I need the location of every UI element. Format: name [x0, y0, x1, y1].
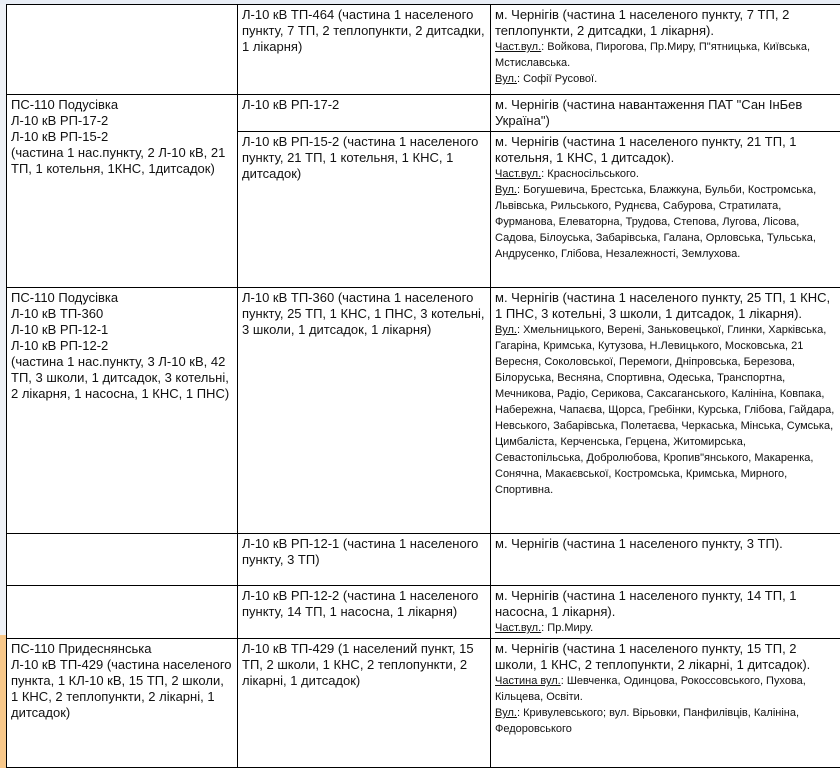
- table-row: [7, 95, 840, 132]
- feeder-cell[interactable]: [238, 586, 491, 639]
- feeder-cell[interactable]: [238, 5, 491, 95]
- streets: [495, 322, 837, 498]
- feeder-text: Л-10 кВ ТП-429 (1 населений пункт, 15 ТП, 2 школи, 1 КНС, 2 теплопункти, 2 лікарні, 1 дитсадок): [242, 641, 474, 688]
- source-line: Л-10 кВ РП-12-2: [11, 338, 109, 353]
- table-row: [7, 639, 840, 768]
- streets: [495, 182, 837, 262]
- partial-streets-text: : Войкова, Пирогова, Пр.Миру, П"ятницька, Київська, Мстиславська.: [495, 41, 811, 69]
- source-line: ПС-110 Придеснянська: [11, 641, 152, 656]
- source-line: Л-10 кВ РП-15-2: [11, 129, 109, 144]
- area-text: м. Чернігів (частина 1 населеного пункту, 3 ТП).: [495, 536, 783, 551]
- area-cell[interactable]: [491, 5, 840, 95]
- streets-text: : Софії Русової.: [516, 73, 598, 85]
- area-text: м. Чернігів (частина 1 населеного пункту, 14 ТП, 1 насосна, 1 лікарня).: [495, 588, 797, 619]
- feeder-text: Л-10 кВ ТП-464 (частина 1 населеного пункту, 7 ТП, 2 теплопункти, 2 дитсадки, 1 лікарня): [242, 7, 485, 54]
- streets-label: Вул.: [495, 184, 517, 196]
- source-cell-empty[interactable]: [7, 534, 238, 586]
- area-cell[interactable]: [491, 132, 840, 288]
- streets-text: : Кривулевського; вул. Вірьовки, Панфилівців, Калініна, Федоровського: [495, 707, 800, 735]
- streets-text: : Богушевича, Брестська, Блажкуна, Бульби, Костромська, Львівська, Рильського, Руднєва, Сабурова, Стратилата, Фурманова, Елеваторна, Трудова, Степова, Лугова, Лісова, Садова, Білоуська, Забарівська, Галана, Орловська, Тульська, Андрусенко, Глібова, Незалежності, Землухова.: [495, 184, 817, 260]
- source-cell[interactable]: [7, 95, 238, 288]
- area-cell[interactable]: [491, 534, 840, 586]
- area-cell[interactable]: [491, 288, 840, 534]
- feeder-text: Л-10 кВ РП-15-2 (частина 1 населеного пункту, 21 ТП, 1 котельня, 1 КНС, 1 дитсадок): [242, 134, 479, 181]
- partial-streets: [495, 620, 837, 636]
- area-cell[interactable]: [491, 586, 840, 639]
- feeder-cell[interactable]: [238, 534, 491, 586]
- feeder-text: Л-10 кВ РП-12-1 (частина 1 населеного пункту, 3 ТП): [242, 536, 479, 567]
- feeder-text: Л-10 кВ ТП-360 (частина 1 населеного пункту, 25 ТП, 1 КНС, 1 ПНС, 3 котельні, 3 школи, 1 дитсадок, 1 лікарня): [242, 290, 485, 337]
- partial-streets-label: Частина вул.: [495, 675, 561, 687]
- area-cell[interactable]: [491, 639, 840, 768]
- streets-label: Вул.: [495, 73, 517, 85]
- feeder-text: Л-10 кВ РП-17-2: [242, 97, 340, 112]
- area-text: м. Чернігів (частина навантаження ПАТ "Сан ІнБев Україна"): [495, 97, 803, 128]
- source-line: Л-10 кВ РП-17-2: [11, 113, 109, 128]
- streets: [495, 71, 837, 87]
- table-row: [7, 534, 840, 586]
- streets-label: Вул.: [495, 324, 517, 336]
- area-cell[interactable]: [491, 95, 840, 132]
- source-line: Л-10 кВ ТП-360: [11, 306, 104, 321]
- source-line: ПС-110 Подусівка: [11, 97, 119, 112]
- partial-streets-text: : Красносільського.: [541, 168, 639, 180]
- area-text: м. Чернігів (частина 1 населеного пункту, 7 ТП, 2 теплопункти, 2 дитсадки, 1 лікарня).: [495, 7, 790, 38]
- area-text: м. Чернігів (частина 1 населеного пункту, 21 ТП, 1 котельня, 1 КНС, 1 дитсадок).: [495, 134, 797, 165]
- streets: [495, 705, 837, 737]
- partial-streets-text: : Шевченка, Одинцова, Рокоссовського, Пухова, Кільцева, Освіти.: [495, 675, 806, 703]
- source-line: (частина 1 нас.пункту, 2 Л-10 кВ, 21 ТП, 1 котельня, 1КНС, 1дитсадок): [11, 145, 226, 176]
- partial-streets-label: Част.вул.: [495, 41, 542, 53]
- streets-label: Вул.: [495, 707, 517, 719]
- spreadsheet-table: [6, 4, 840, 768]
- partial-streets: [495, 673, 837, 705]
- area-text: м. Чернігів (частина 1 населеного пункту, 25 ТП, 1 КНС, 1 ПНС, 3 котельні, 3 школи, 1 дитсадок, 1 лікарня).: [495, 290, 831, 321]
- partial-streets: [495, 39, 837, 71]
- source-line: Л-10 кВ РП-12-1: [11, 322, 109, 337]
- table-row: [7, 5, 840, 95]
- source-cell[interactable]: [7, 288, 238, 534]
- source-line: ПС-110 Подусівка: [11, 290, 119, 305]
- table-row: [7, 288, 840, 534]
- source-cell[interactable]: [7, 639, 238, 768]
- feeder-cell[interactable]: [238, 288, 491, 534]
- streets-text: : Хмельницького, Верені, Заньковецької, Глинки, Харківська, Гагаріна, Кримська, Кутузова, Н.Левицького, Московська, 21 Вересня, Соколовської, Перемоги, Дніпровська, Березова, Білоруська, Весняна, Спортивна, Одеська, Транспортна, Мечникова, Радіо, Серикова, Саксаганського, Калініна, Ковпака, Набережна, Чапаєва, Щорса, Гребінки, Курська, Глібова, Гайдара, Невського, Забарівська, Полетаєва, Черкаська, Мінська, Сумська, Цимбаліста, Керченська, Герцена, Житомирська, Севастопільська, Добролюбова, Кропив"янського, Макаренка, Сонячна, Макаєвської, Костромська, Кримська, Мирного, Спортивна.: [495, 324, 835, 496]
- table-row: [7, 586, 840, 639]
- source-line: (частина 1 нас.пункту, 3 Л-10 кВ, 42 ТП, 3 школи, 1 дитсадок, 3 котельні, 2 лікарня, 1 насосна, 1 КНС, 1 ПНС): [11, 354, 230, 401]
- partial-streets-label: Част.вул.: [495, 622, 542, 634]
- area-text: м. Чернігів (частина 1 населеного пункту, 15 ТП, 2 школи, 1 КНС, 2 теплопункти, 2 лікарні, 1 дитсадок).: [495, 641, 811, 672]
- source-cell-empty[interactable]: [7, 586, 238, 639]
- source-line: Л-10 кВ ТП-429 (частина населеного пункта, 1 КЛ-10 кВ, 15 ТП, 2 школи, 1 КНС, 2 теплопункти, 2 лікарні, 1 дитсадок): [11, 657, 232, 720]
- partial-streets-label: Част.вул.: [495, 168, 542, 180]
- feeder-cell[interactable]: [238, 132, 491, 288]
- partial-streets-text: : Пр.Миру.: [541, 622, 594, 634]
- partial-streets: [495, 166, 837, 182]
- feeder-cell[interactable]: [238, 639, 491, 768]
- source-cell-empty[interactable]: [7, 5, 238, 95]
- feeder-text: Л-10 кВ РП-12-2 (частина 1 населеного пункту, 14 ТП, 1 насосна, 1 лікарня): [242, 588, 479, 619]
- feeder-cell[interactable]: [238, 95, 491, 132]
